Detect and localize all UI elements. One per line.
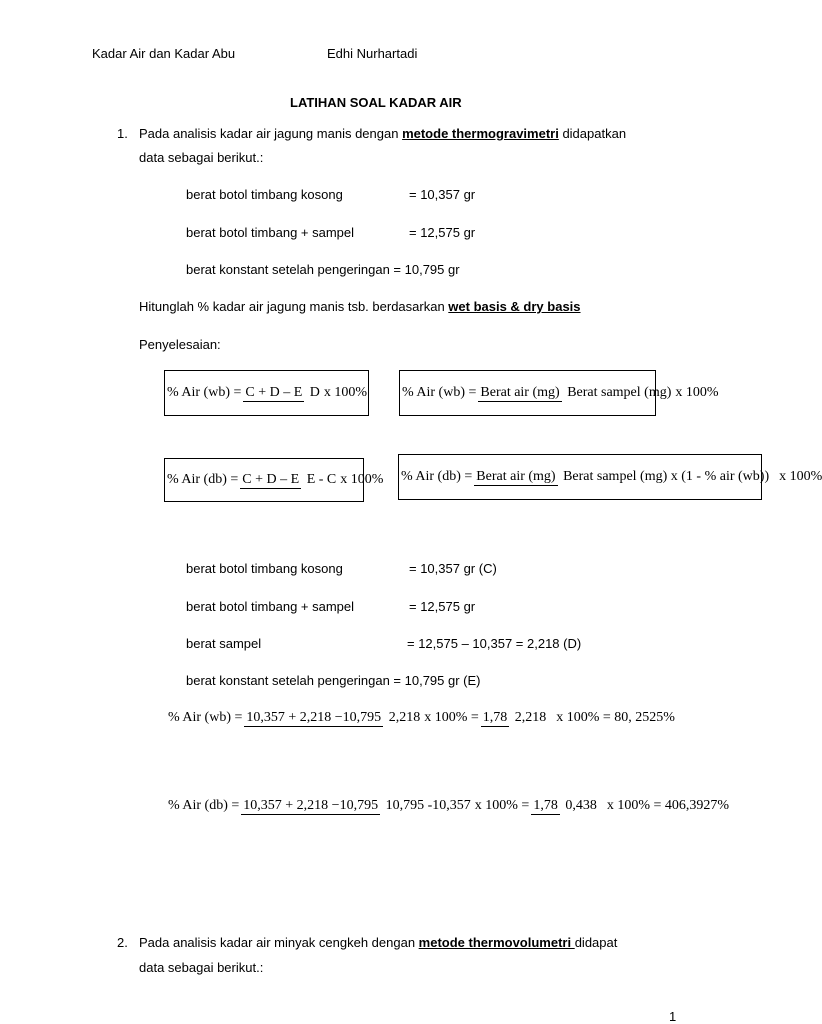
calc-lhs: % Air (db) = [168,798,240,813]
data-label: berat konstant setelah pengeringan = 10,795 gr (E) [186,673,481,688]
formula-lhs: % Air (wb) = [402,385,477,400]
calc-fraction-2 [531,798,599,814]
calculation-db [168,798,729,814]
question-1-line-2: data sebagai berikut.: [139,150,264,165]
formula-db-letters [164,458,384,502]
question-1-text-pre: Pada analisis kadar air jagung manis dengan [139,126,403,141]
calc-multiplier: x 100% = [424,710,479,725]
formula-numerator: Berat air (mg) [480,385,560,400]
header-author: Edhi Nurhartadi [327,46,418,61]
data-label: berat botol timbang kosong [186,561,343,576]
question-1-ask-text: Hitunglah % kadar air jagung manis tsb. berdasarkan [139,299,449,314]
calc-numerator: 10,357 + 2,218 −10,795 [243,798,379,813]
formula-wb-letters [164,370,369,416]
formula-fraction [478,385,673,401]
formula-multiplier: x 100% [323,385,368,400]
calc-result: x 100% = 406,3927% [606,798,730,813]
calc-denominator: 10,795 -10,357 [385,798,471,813]
data-label: berat konstant setelah pengeringan = 10,795 gr [186,262,460,277]
data-label: berat sampel [186,636,262,651]
calc-multiplier: x 100% = [474,798,530,813]
question-1-line-1 [139,126,626,141]
question-2-number: 2. [117,935,128,950]
solution-label: Penyelesaian: [139,337,221,352]
data-label: berat botol timbang + sampel [186,225,355,240]
calc-numerator: 1,78 [482,710,508,725]
data-value: = 12,575 gr [409,225,476,240]
calc-numerator: 10,357 + 2,218 −10,795 [246,710,382,725]
formula-numerator: Berat air (mg) [476,469,556,484]
calc-result: x 100% = 80, 2525% [556,710,675,725]
formula-multiplier: x 100% [340,472,384,487]
calc-numerator: 1,78 [533,798,558,813]
question-2-line-2: data sebagai berikut.: [139,960,264,975]
data-value: = 12,575 gr [409,599,476,614]
formula-numerator: C + D – E [242,472,300,487]
formula-lhs: % Air (db) = [167,472,239,487]
formula-denominator: E - C [306,472,337,487]
calc-fraction-1 [244,710,422,726]
formula-fraction [243,385,322,401]
formula-lhs: % Air (wb) = [167,385,242,400]
formula-db-words [398,454,822,500]
question-1-text-post: didapatkan [558,126,627,141]
data-label: berat botol timbang + sampel [186,599,355,614]
question-2-text-post: didapat [574,935,618,950]
question-1-ask-basis: wet basis & dry basis [448,299,581,314]
formula-denominator: Berat sampel (mg) x (1 - % air (wb)) [563,469,770,484]
formula-fraction [240,472,338,488]
formula-multiplier: x 100% [779,469,822,484]
data-value: = 10,357 gr (C) [409,561,497,576]
header-doc-title: Kadar Air dan Kadar Abu [92,46,236,61]
data-label: berat botol timbang kosong [186,187,343,202]
formula-lhs: % Air (db) = [401,469,473,484]
formula-numerator: C + D – E [245,385,303,400]
formula-multiplier: x 100% [675,385,719,400]
formula-wb-words [399,370,719,416]
calc-denominator: 2,218 [514,710,547,725]
data-value: = 12,575 – 10,357 = 2,218 (D) [407,636,582,651]
data-value: = 10,357 gr [409,187,476,202]
calc-fraction-2 [481,710,549,726]
page-number: 1 [669,1009,677,1024]
question-1-method: metode thermogravimetri [402,126,559,141]
question-2-method: metode thermovolumetri [418,935,575,950]
question-2-line-1 [139,935,617,950]
calc-denominator: 0,438 [565,798,597,813]
question-1-ask [139,299,581,314]
formula-denominator: D [309,385,320,400]
calc-lhs: % Air (wb) = [168,710,243,725]
calc-denominator: 2,218 [388,710,421,725]
calculation-wb [168,710,675,726]
question-1-number: 1. [117,126,128,141]
question-2-text-pre: Pada analisis kadar air minyak cengkeh dengan [139,935,419,950]
calc-fraction-1 [241,798,472,814]
formula-fraction [474,469,771,485]
page-title: LATIHAN SOAL KADAR AIR [290,95,462,110]
formula-denominator: Berat sampel (mg) [567,385,672,400]
